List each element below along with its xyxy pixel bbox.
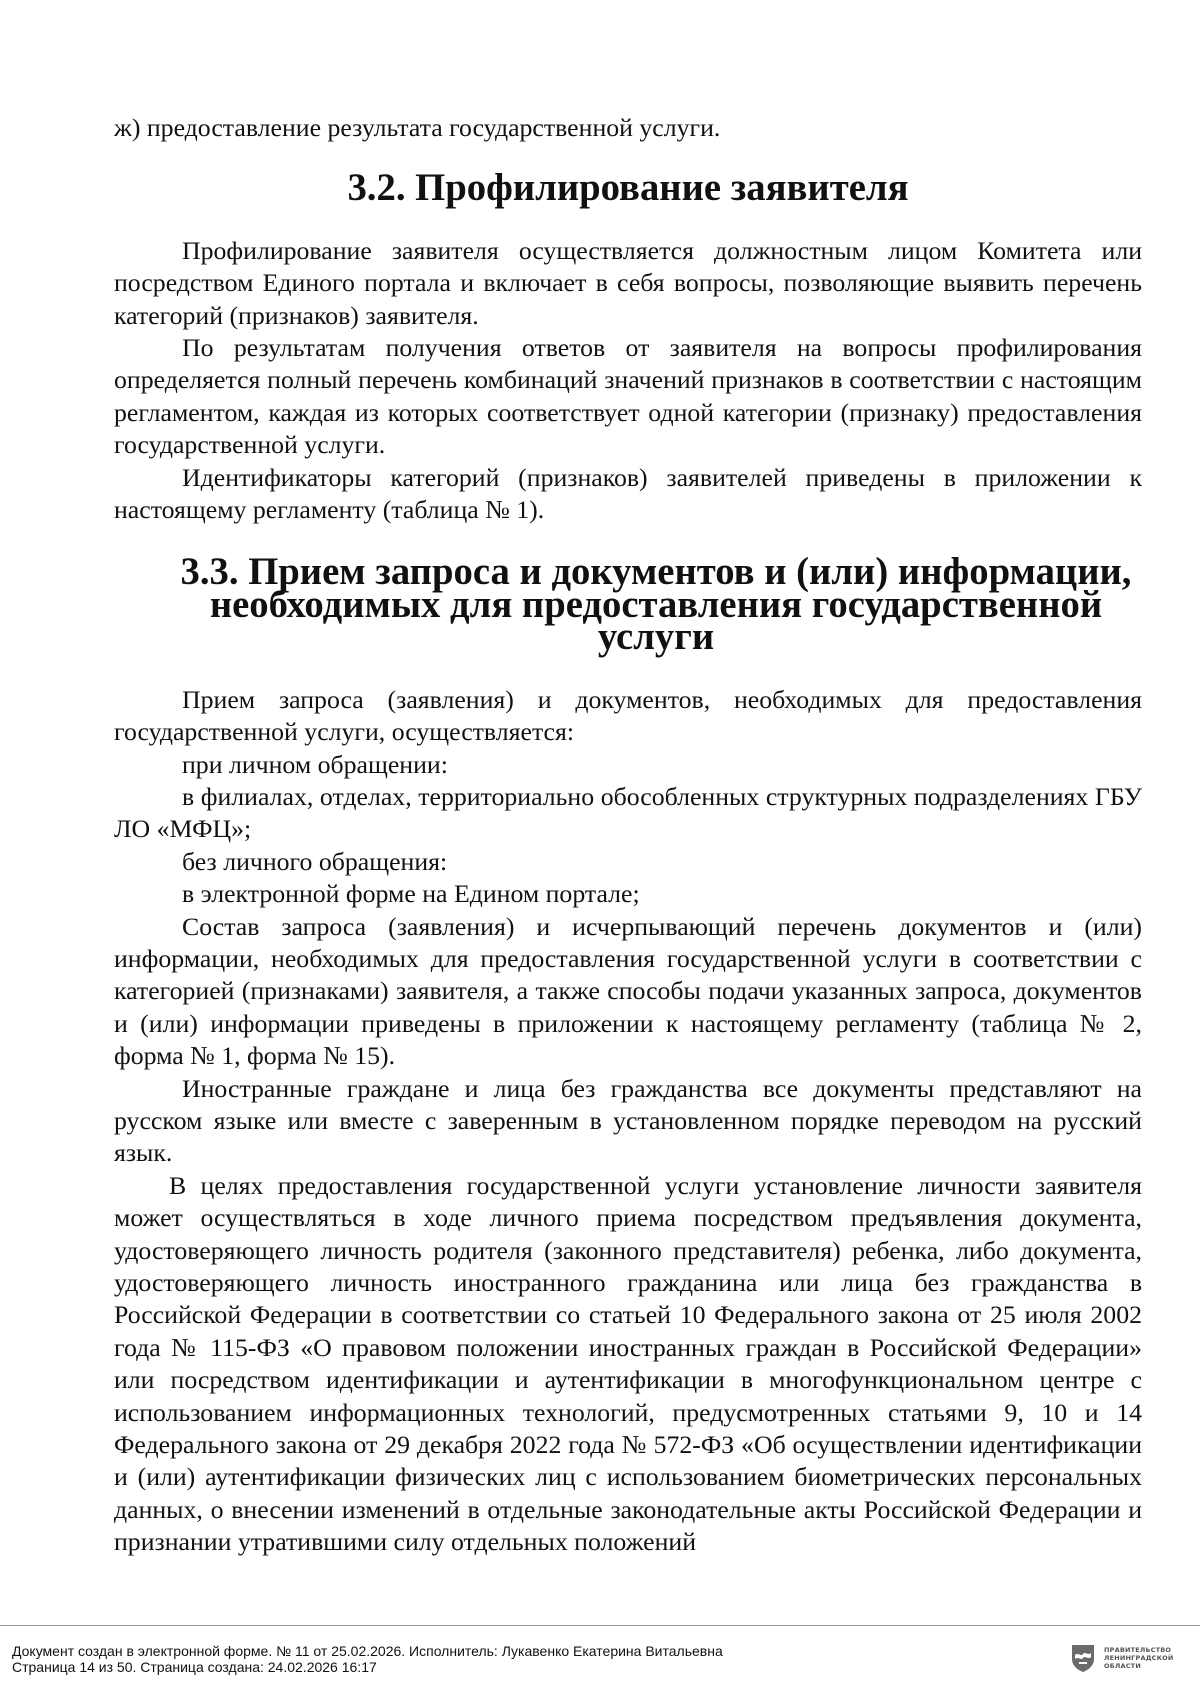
logo-line-2: ЛЕНИНГРАДСКОЙ — [1104, 1654, 1174, 1662]
logo-line-1: ПРАВИТЕЛЬСТВО — [1104, 1646, 1172, 1654]
paragraph: без личного обращения: — [182, 846, 448, 876]
government-logo-text — [1104, 1646, 1174, 1670]
footer-line-2: Страница 14 из 50. Страница создана: 24.02.2026 16:17 — [12, 1659, 377, 1675]
paragraph: Иностранные граждане и лица без гражданства все документы представляют на русском языке или вместе с заверенным в установленном порядке переводом на русский язык. — [114, 1073, 1142, 1168]
logo-line-3: ОБЛАСТИ — [1104, 1662, 1141, 1670]
paragraph: Прием запроса (заявления) и документов, необходимых для предоставления государственной услуги, осуществляется: — [114, 684, 1142, 747]
paragraph: Состав запроса (заявления) и исчерпывающий перечень документов и (или) информации, необходимых для предоставления государственной услуги в соответствии с категорией (признаками) заявителя, а также способы подачи указанных запроса, документов и (или) информации приведены в приложении к настоящему регламенту (таблица № 2, форма № 1, форма № 15). — [114, 911, 1142, 1071]
section-3-3-heading-line2: необходимых для предоставления государственной услуги — [209, 583, 1103, 659]
government-logo — [1070, 1636, 1188, 1680]
paragraph: в электронной форме на Едином портале; — [182, 879, 640, 909]
section-3-3-heading-line1: 3.3. Прием запроса и документов и (или) информации, — [180, 551, 1132, 594]
paragraph: В целях предоставления государственной услуги установление личности заявителя может осуществляться в ходе личного приема посредством предъявления документа, удостоверяющего личность родителя (законного представителя) ребенка, либо документа, удостоверяющего личность иностранного гражданина или лица без гражданства в Российской Федерации в соответствии со статьей 10 Федерального закона от 25 июля 2002 года № 115-ФЗ «О правовом положении иностранных граждан в Российской Федерации» или посредством идентификации и аутентификации в многофункциональном центре с использованием информационных технологий, предусмотренных статьями 9, 10 и 14 Федерального закона от 29 декабря 2022 года № 572-ФЗ «Об осуществлении идентификации и (или) аутентификации физических лиц с использованием биометрических персональных данных, о внесении изменений в отдельные законодательные акты Российской Федерации и признании утратившими силу отдельных положений — [114, 1170, 1142, 1557]
paragraph: По результатам получения ответов от заявителя на вопросы профилирования определяется полный перечень комбинаций значений признаков в соответствии с настоящим регламентом, каждая из которых соответствует одной категории (признаку) предоставления государственной услуги. — [114, 333, 1142, 460]
paragraph: при личном обращении: — [182, 749, 448, 779]
paragraph: Профилирование заявителя осуществляется должностным лицом Комитета или посредством Единого портала и включает в себя вопросы, позволяющие выявить перечень категорий (признаков) заявителя. — [114, 235, 1142, 330]
paragraph: в филиалах, отделах, территориально обособленных структурных подразделениях ГБУ ЛО «МФЦ»; — [114, 781, 1142, 844]
document-footer — [12, 1643, 1042, 1675]
section-3-2-heading: 3.2. Профилирование заявителя — [347, 167, 909, 210]
document-page — [114, 112, 1142, 1559]
intro-line: ж) предоставление результата государственной услуги. — [114, 113, 721, 142]
footer-line-1: Документ создан в электронной форме. № 11 от 25.02.2026. Исполнитель: Лукавенко Екатерина Витальевна — [12, 1643, 723, 1659]
section-3-3-heading — [114, 551, 1142, 659]
leningrad-region-emblem-icon — [1070, 1643, 1096, 1673]
footer-divider — [0, 1625, 1200, 1626]
paragraph: Идентификаторы категорий (признаков) заявителей приведены в приложении к настоящему регламенту (таблица № 1). — [114, 462, 1142, 525]
